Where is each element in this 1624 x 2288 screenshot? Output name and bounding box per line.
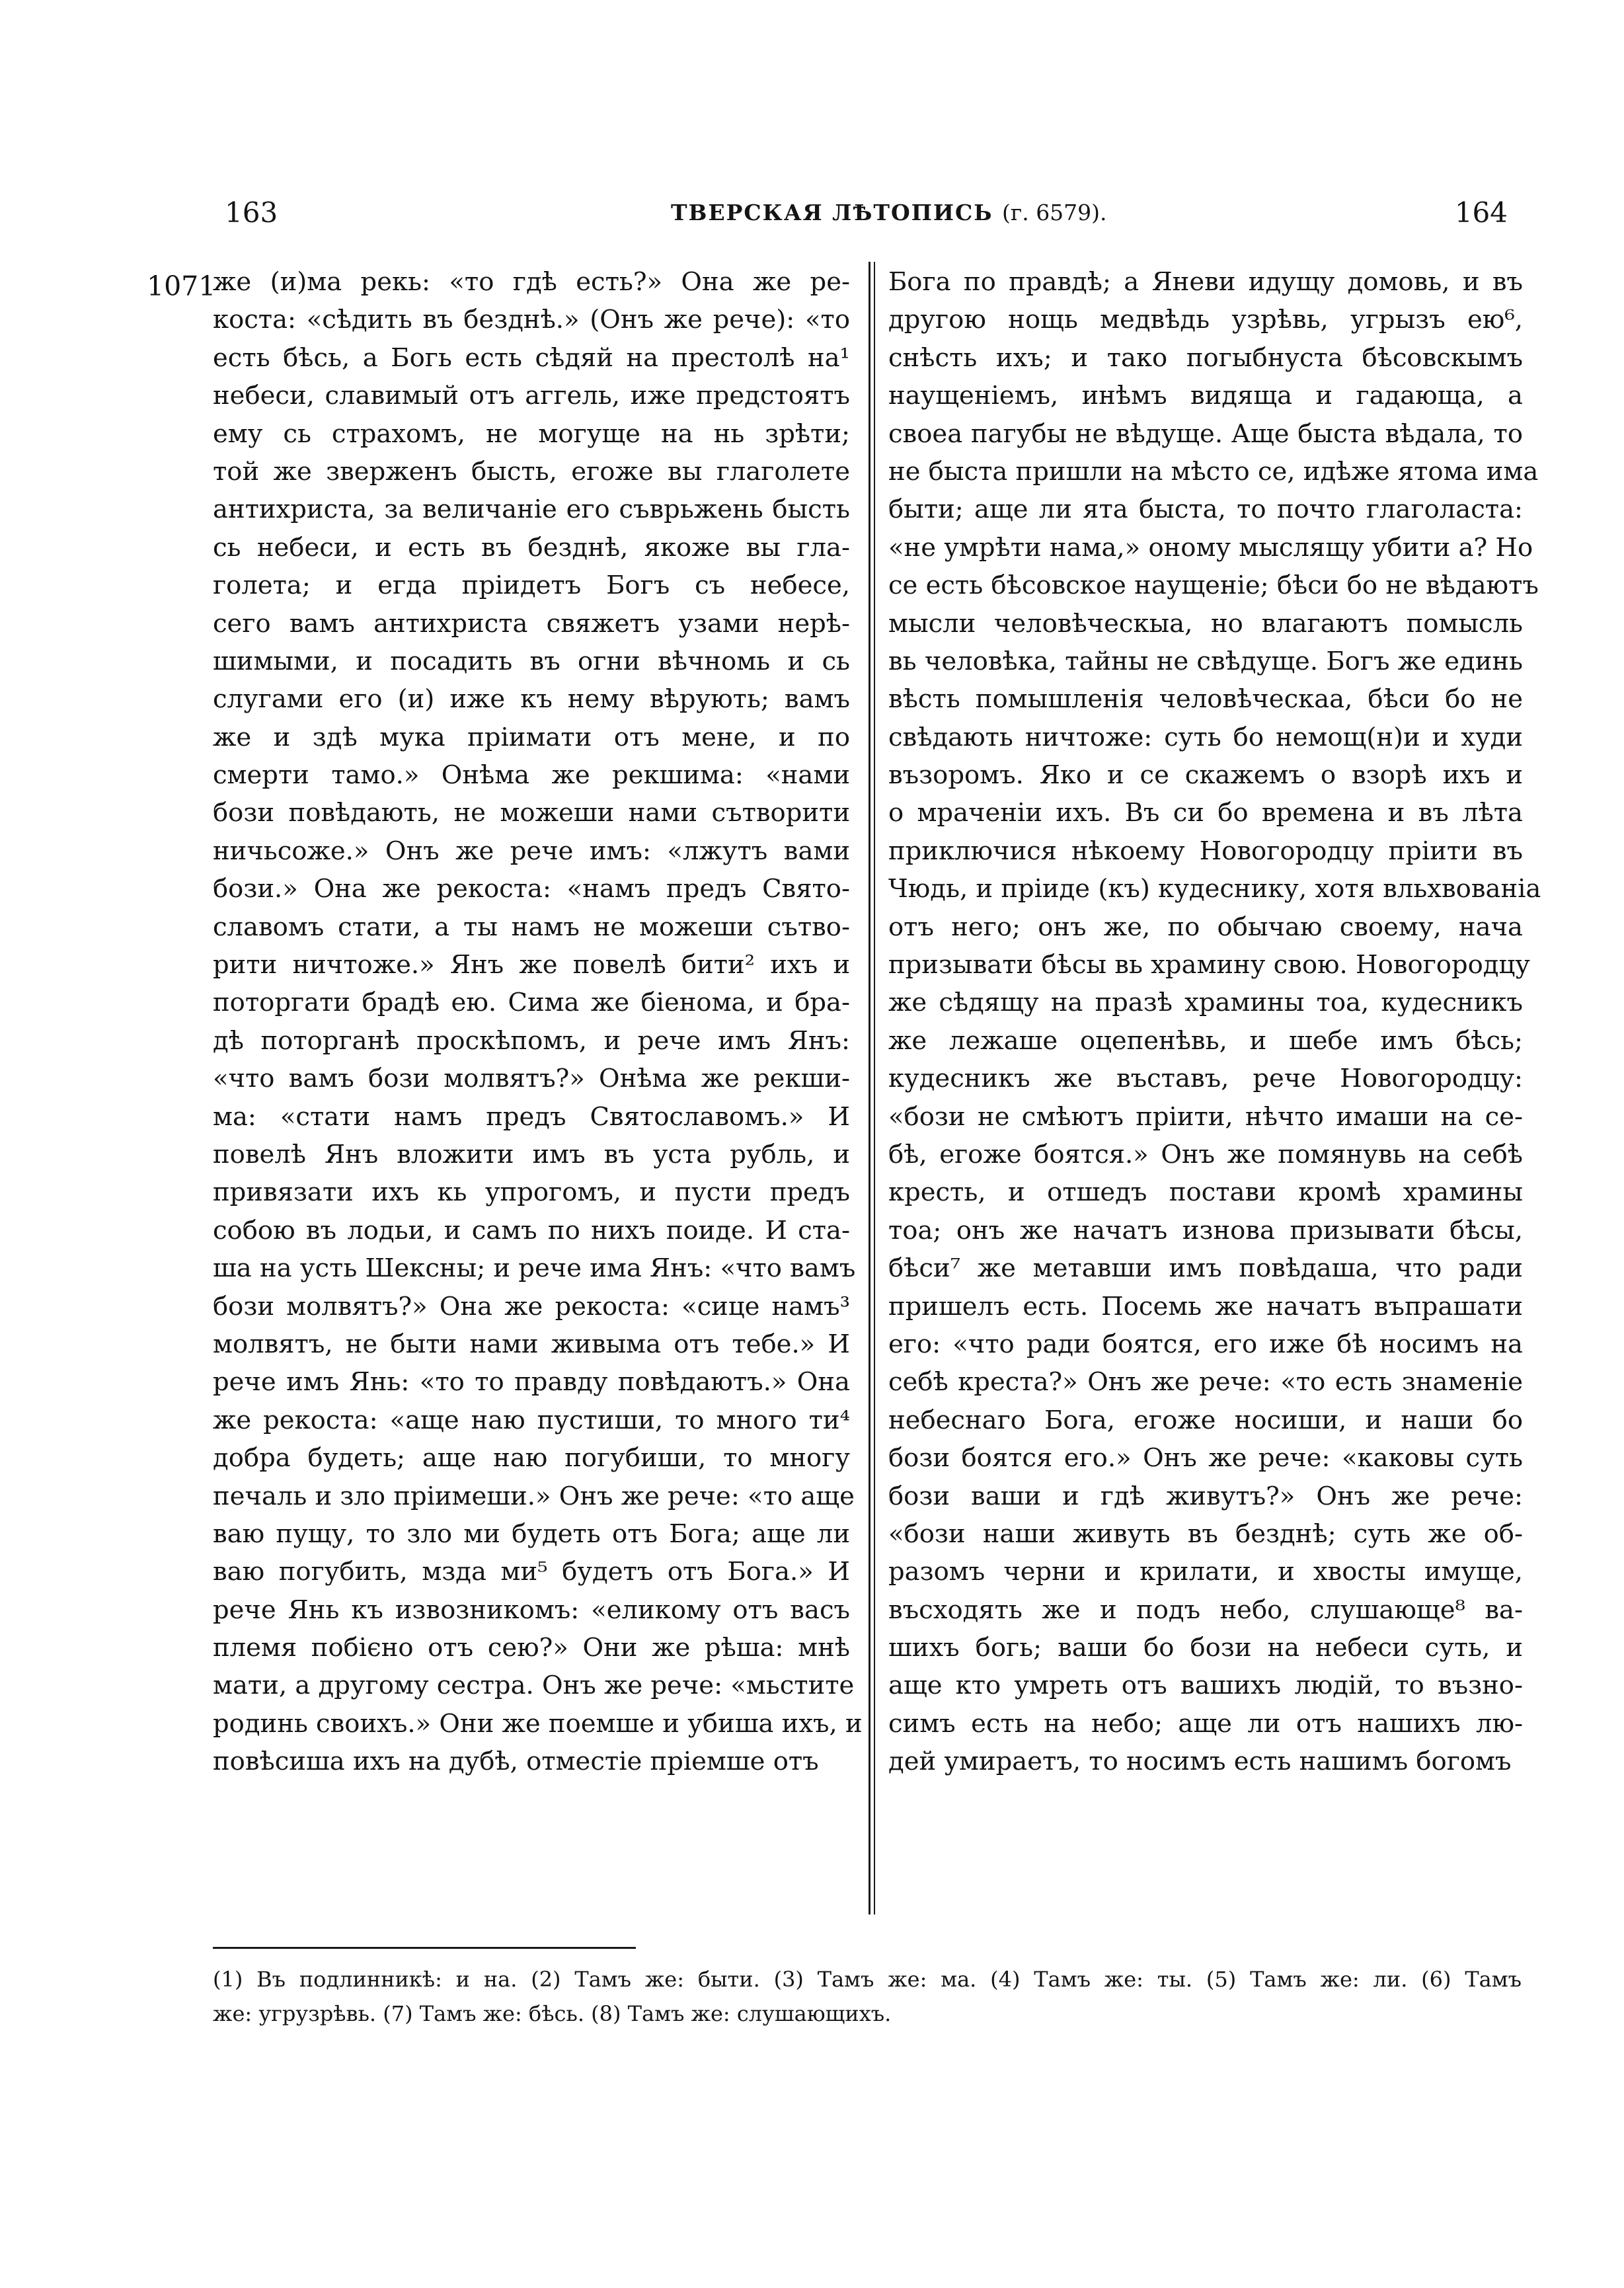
text-line: сего вамъ антихриста свяжетъ узами нерѣ-: [213, 608, 850, 639]
text-line: бози ваши и гдѣ живутъ?» Онъ же рече:: [888, 1481, 1523, 1511]
text-line: шимыми, и посадить въ огни вѣчномь и сь: [213, 646, 850, 676]
text-line: бози повѣдають, не можеши нами сътворити: [213, 798, 850, 828]
text-line: въсходять же и подъ небо, слушающе⁸ ва-: [888, 1595, 1523, 1625]
text-line: дей умираетъ, то носимъ есть нашимъ богомъ: [888, 1747, 1512, 1777]
text-line: кресть, и отшедъ постави кромѣ храмины: [888, 1177, 1523, 1208]
text-line: привязати ихъ кь упрогомъ, и пусти предъ: [213, 1177, 850, 1208]
text-line: рити ничтоже.» Янъ же повелѣ бити² ихъ и: [213, 950, 850, 980]
text-line: своеа пагубы не вѣдуще. Аще быста вѣдала, то: [888, 418, 1523, 449]
text-line: наущеніемъ, инѣмъ видяща и гадающа, а: [888, 381, 1523, 411]
column-divider-double: [874, 262, 875, 1914]
text-line: ваю пущу, то зло ми будеть отъ Бога; аще ли: [213, 1519, 850, 1549]
text-line: «бози не смѣютъ пріити, нѣчто имаши на се-: [888, 1101, 1523, 1132]
text-line: голета; и егда пріидетъ Богъ съ небесе,: [213, 571, 850, 601]
text-line: ничьсоже.» Онъ же рече имъ: «лжутъ вами: [213, 836, 850, 866]
text-line: о мраченіи ихъ. Въ си бо времена и въ лѣта: [888, 798, 1523, 828]
text-line: Чюдь, и пріиде (къ) кудеснику, хотя вльхвованіа: [888, 874, 1541, 904]
margin-year: 1071: [147, 270, 216, 302]
footnotes: [213, 1962, 1522, 2031]
text-line: же лежаше оцепенѣвь, и шебе имъ бѣсь;: [888, 1025, 1523, 1056]
text-line: отъ него; онъ же, по обычаю своему, нача: [888, 912, 1523, 942]
text-line: тоа; онъ же начатъ изнова призывати бѣсы,: [888, 1215, 1523, 1245]
text-line: его: «что ради боятся, его иже бѣ носимъ на: [888, 1329, 1523, 1359]
text-line: небеснаго Бога, егоже носиши, и наши бо: [888, 1405, 1523, 1435]
text-line: вь человѣка, тайны не свѣдуще. Богъ же единь: [888, 646, 1523, 676]
text-line: приключися нѣкоему Новогородцу пріити въ: [888, 836, 1523, 866]
text-line: сь небеси, и есть въ безднѣ, якоже вы гла-: [213, 532, 850, 563]
text-line: бози.» Она же рекоста: «намъ предъ Свято-: [213, 874, 850, 904]
text-line: коста: «сѣдить въ безднѣ.» (Онъ же рече): «то: [213, 305, 850, 335]
text-line: другою нощь медвѣдь узрѣвь, угрызъ ею⁶,: [888, 305, 1523, 335]
page-header: [0, 186, 1624, 239]
text-line: печаль и зло пріимеши.» Онъ же рече: «то аще: [213, 1481, 855, 1511]
text-line: снѣсть ихъ; и тако погыбнуста бѣсовскымъ: [888, 342, 1523, 373]
text-line: ша на усть Шексны; и рече има Янъ: «что вамъ: [213, 1253, 856, 1284]
text-line: рече имъ Янь: «то то правду повѣдаютъ.» Она: [213, 1367, 850, 1398]
text-line: симъ есть на небо; аще ли отъ нашихъ лю-: [888, 1708, 1523, 1739]
text-line: дѣ поторганѣ проскѣпомъ, и рече имъ Янъ:: [213, 1025, 850, 1056]
text-line: смерти тамо.» Онѣма же рекшима: «нами: [213, 760, 850, 791]
text-line: антихриста, за величаніе его съврьжень бысть: [213, 494, 850, 525]
text-line: быти; аще ли ята быста, то почто глаголаста:: [888, 494, 1523, 525]
text-line: повелѣ Янъ вложити имъ въ уста рубль, и: [213, 1139, 850, 1169]
text-line: пришелъ есть. Посемь же начатъ въпрашати: [888, 1291, 1523, 1322]
text-line: «не умрѣти нама,» оному мыслящу убити а? Но: [888, 532, 1533, 563]
text-line: разомъ черни и крилати, и хвосты имуще,: [888, 1557, 1523, 1587]
text-line: възоромъ. Яко и се скажемъ о взорѣ ихъ и: [888, 760, 1523, 791]
text-line: бѣси⁷ же метавши имъ повѣдаша, что ради: [888, 1253, 1523, 1284]
footnote-line: же: угрузрѣвь. (7) Тамъ же: бѣсь. (8) Тамъ же: слушающихъ.: [213, 2001, 892, 2026]
text-line: славомъ стати, а ты намъ не можеши сътво-: [213, 912, 850, 942]
text-line: поторгати брадѣ ею. Сима же біенома, и бра-: [213, 988, 850, 1018]
text-line: шихъ богь; ваши бо бози на небеси суть, и: [888, 1633, 1523, 1663]
text-line: «что вамъ бози молвятъ?» Онѣма же рекши-: [213, 1064, 850, 1094]
text-line: мати, а другому сестра. Онъ же рече: «мьстите: [213, 1671, 855, 1701]
text-line: бози боятся его.» Онъ же рече: «каковы суть: [888, 1443, 1523, 1474]
footnote-line: (1) Въ подлинникѣ: и на. (2) Тамъ же: быти. (3) Тамъ же: ма. (4) Тамъ же: ты. (5) Тамъ же: ли. (6) Тамъ: [213, 1967, 1522, 1992]
text-line: молвятъ, не быти нами живыма отъ тебе.» И: [213, 1329, 850, 1359]
text-line: «бози наши живуть въ безднѣ; суть же об-: [888, 1519, 1523, 1549]
text-line: мысли человѣческыа, но влагаютъ помысль: [888, 608, 1523, 639]
title-year: (г. 6579).: [1002, 200, 1107, 225]
text-line: кудесникъ же въставъ, рече Новогородцу:: [888, 1064, 1523, 1094]
left-column: [213, 263, 863, 1781]
text-line: себѣ креста?» Онъ же рече: «то есть знаменіе: [888, 1367, 1523, 1398]
text-line: свѣдають ничтоже: суть бо немощ(н)и и худи: [888, 722, 1523, 752]
text-line: родинь своихъ.» Они же поемше и убиша ихъ, и: [213, 1708, 863, 1739]
text-line: же рекоста: «аще наю пустиши, то много ти⁴: [213, 1405, 850, 1435]
page-number-left: 163: [225, 196, 278, 229]
text-line: Бога по правдѣ; а Яневи идущу домовь, и въ: [888, 267, 1523, 297]
text-line: повѣсиша ихъ на дубѣ, отместіе пріемше отъ: [213, 1747, 819, 1777]
text-line: се есть бѣсовское наущеніе; бѣси бо не вѣдаютъ: [888, 571, 1539, 601]
text-line: той же зверженъ бысть, егоже вы глаголете: [213, 456, 850, 487]
column-divider: [869, 262, 870, 1914]
text-line: рече Янь къ извозникомъ: «еликому отъ васъ: [213, 1595, 850, 1625]
text-line: же сѣдящу на празѣ храмины тоа, кудесникъ: [888, 988, 1523, 1018]
text-line: аще кто умреть отъ вашихъ людій, то възно-: [888, 1671, 1523, 1701]
text-line: небеси, славимый отъ аггель, иже предстоятъ: [213, 381, 850, 411]
text-line: же и здѣ мука пріимати отъ мене, и по: [213, 722, 850, 752]
text-line: же (и)ма рекь: «то гдѣ есть?» Она же ре-: [213, 267, 850, 297]
running-title: [671, 186, 1107, 239]
text-line: племя побієно отъ сею?» Они же рѣша: мнѣ: [213, 1633, 850, 1663]
text-line: слугами его (и) иже къ нему вѣрують; вамъ: [213, 684, 850, 715]
text-line: ма: «стати намъ предъ Святославомъ.» И: [213, 1101, 850, 1132]
text-line: призывати бѣсы вь храмину свою. Новогородцу: [888, 950, 1530, 980]
right-column: [888, 263, 1541, 1781]
text-line: не быста пришли на мѣсто се, идѣже ятома има: [888, 456, 1539, 487]
text-line: ему сь страхомъ, не могуще на нь зрѣти;: [213, 418, 850, 449]
text-line: добра будеть; аще наю погубиши, то многу: [213, 1443, 850, 1474]
text-line: вѣсть помышленія человѣческаа, бѣси бо не: [888, 684, 1523, 715]
footnote-rule: [213, 1947, 636, 1949]
text-line: бози молвятъ?» Она же рекоста: «сице намъ³: [213, 1291, 850, 1322]
text-line: ваю погубить, мзда ми⁵ будетъ отъ Бога.» И: [213, 1557, 850, 1587]
text-line: бѣ, егоже боятся.» Онъ же помянувь на себѣ: [888, 1139, 1523, 1169]
title-text: ТВЕРСКАЯ ЛѢТОПИСЬ: [671, 200, 993, 225]
page-number-right: 164: [1454, 196, 1508, 229]
text-line: есть бѣсь, а Богь есть сѣдяй на престолѣ на¹: [213, 342, 850, 373]
text-line: собою въ лодьи, и самъ по нихъ поиде. И ста-: [213, 1215, 850, 1245]
